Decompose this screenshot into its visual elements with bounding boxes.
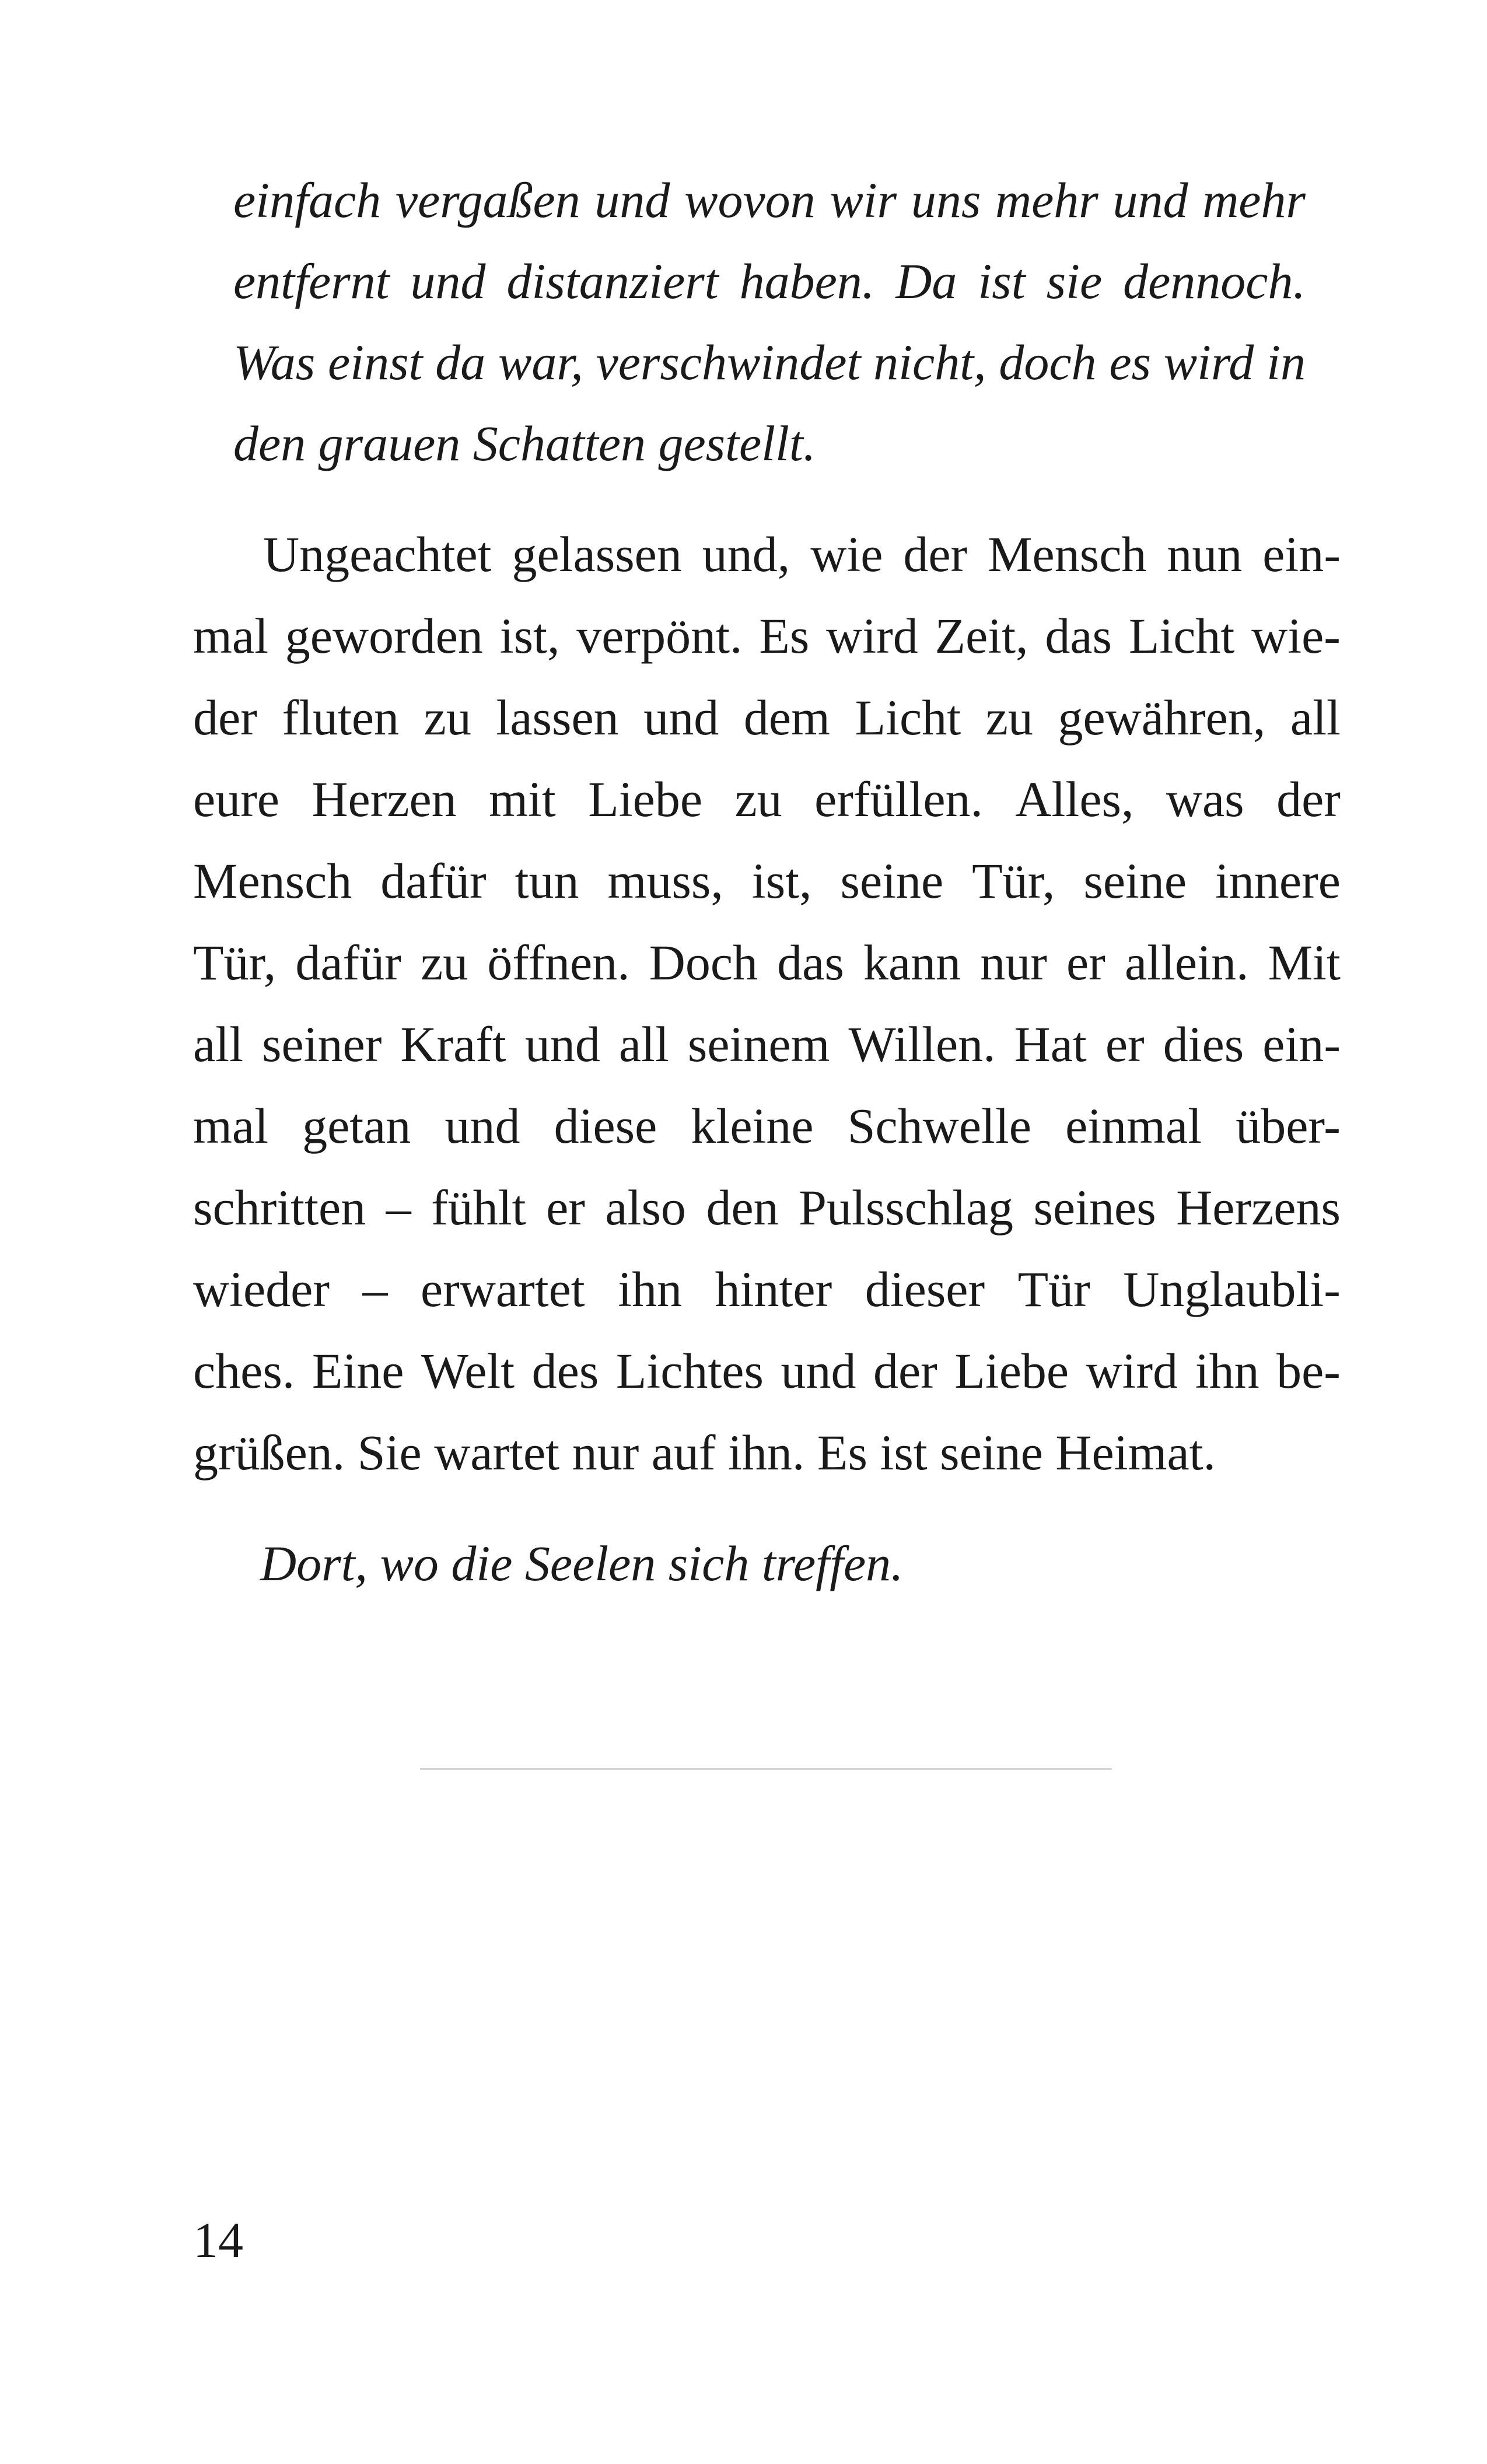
word: Tür [1017, 1261, 1090, 1317]
paragraph-line [193, 688, 1341, 747]
word: in [1266, 334, 1306, 390]
word: zu [424, 690, 471, 746]
word: erfüllen. [814, 771, 983, 827]
word: all [1290, 690, 1341, 746]
word: und [643, 690, 719, 746]
word: nun [1167, 526, 1243, 582]
paragraph-line [193, 607, 1341, 665]
word: Eine [312, 1343, 404, 1399]
word: nicht, [873, 334, 986, 390]
paragraph-line [193, 1178, 1341, 1237]
word: zu [420, 935, 468, 991]
word: dennoch. [1123, 253, 1306, 309]
word: vergaßen [395, 172, 580, 228]
word: mal [193, 608, 268, 664]
word: – [386, 1180, 411, 1236]
word: über- [1236, 1098, 1341, 1154]
word: verpönt. [576, 608, 743, 664]
word: einmal [1065, 1098, 1202, 1154]
word: doch [999, 334, 1097, 390]
word: Tür, [193, 935, 277, 991]
word: seiner [262, 1016, 382, 1072]
word: uns [911, 172, 981, 228]
word: zu [734, 771, 782, 827]
section-divider [420, 1768, 1112, 1770]
word: innere [1215, 853, 1341, 909]
word: wird [826, 608, 918, 664]
paragraph-line [193, 1260, 1341, 1318]
paragraph-line [193, 933, 1341, 992]
word: der [193, 690, 257, 746]
word: wieder [193, 1261, 330, 1317]
word: schritten [193, 1180, 366, 1236]
paragraph-line [193, 1342, 1341, 1400]
word: Da [895, 253, 957, 309]
word: seine [1083, 853, 1187, 909]
word: ihn [618, 1261, 683, 1317]
word: kann [863, 935, 961, 991]
word: und [594, 172, 670, 228]
word: Schwelle [847, 1098, 1031, 1154]
word: Welt [421, 1343, 515, 1399]
word: dafür [380, 853, 487, 909]
word: öffnen. [487, 935, 630, 991]
word: der [903, 526, 968, 582]
word: Es [759, 608, 810, 664]
word: was [1166, 771, 1244, 827]
word: Herzens [1176, 1180, 1341, 1236]
word: mehr [1202, 172, 1306, 228]
word: nur [980, 935, 1047, 991]
word: Willen. [848, 1016, 996, 1072]
word: lassen [496, 690, 619, 746]
word: Liebe [588, 771, 703, 827]
word: gelassen [512, 526, 682, 582]
word: und [781, 1343, 856, 1399]
word: erwartet [421, 1261, 585, 1317]
word: also [605, 1180, 686, 1236]
word: ein- [1262, 1016, 1341, 1072]
word: fühlt [431, 1180, 526, 1236]
word: Hat [1014, 1016, 1087, 1072]
word: wovon [684, 172, 816, 228]
paragraph-line [193, 1097, 1341, 1155]
word: das [777, 935, 844, 991]
word: seine [840, 853, 944, 909]
word: es [1109, 334, 1151, 390]
quote-line [233, 252, 1306, 310]
word: Pulsschlag [799, 1180, 1014, 1236]
word: dies [1163, 1016, 1244, 1072]
word: und [524, 1016, 600, 1072]
word: da [435, 334, 486, 390]
word: – [362, 1261, 388, 1317]
word: all [193, 1016, 243, 1072]
word: wie [810, 526, 883, 582]
word: Kraft [400, 1016, 506, 1072]
word: Liebe [954, 1343, 1069, 1399]
word: entfernt [233, 253, 390, 309]
word: mal [193, 1098, 268, 1154]
word: Doch [649, 935, 758, 991]
word: ein- [1262, 526, 1341, 582]
word: zu [985, 690, 1033, 746]
word: Alles, [1015, 771, 1134, 827]
word: der [873, 1343, 937, 1399]
word: und [445, 1098, 520, 1154]
word: Unglaubli- [1123, 1261, 1341, 1317]
word: Zeit, [935, 608, 1028, 664]
word: Licht [1128, 608, 1235, 664]
word: fluten [282, 690, 400, 746]
word: einfach [233, 172, 382, 228]
word: muss, [607, 853, 723, 909]
word: diese [554, 1098, 657, 1154]
word: tun [515, 853, 579, 909]
word: des [531, 1343, 599, 1399]
word: seinem [687, 1016, 830, 1072]
word: er [1105, 1016, 1145, 1072]
word: Tür, [972, 853, 1055, 909]
word: Ungeachtet [263, 526, 492, 582]
paragraph-line [193, 852, 1341, 910]
quote-line: den grauen Schatten gestellt. [233, 415, 816, 471]
word: allein. [1124, 935, 1249, 991]
word: mehr [995, 172, 1098, 228]
word: ihn [1195, 1343, 1259, 1399]
word: hinter [715, 1261, 832, 1317]
word: ist, [499, 608, 560, 664]
quote-line [233, 171, 1306, 229]
word: wird [1163, 334, 1254, 390]
word: war, [498, 334, 583, 390]
word: ist [978, 253, 1026, 309]
page-number: 14 [193, 2212, 243, 2268]
word: seines [1033, 1180, 1156, 1236]
word: ches. [193, 1343, 295, 1399]
paragraph-line [193, 1015, 1341, 1073]
word: wie- [1251, 608, 1341, 664]
paragraph-line: grüßen. Sie wartet nur auf ihn. Es ist seine Heimat. [193, 1424, 1216, 1480]
word: mit [489, 771, 556, 827]
word: der [1276, 771, 1341, 827]
word: das [1045, 608, 1112, 664]
word: Mit [1268, 935, 1341, 991]
word: er [1066, 935, 1105, 991]
word: Lichtes [615, 1343, 764, 1399]
word: sie [1046, 253, 1103, 309]
word: dafür [295, 935, 401, 991]
word: wird [1086, 1343, 1178, 1399]
quote-line [233, 333, 1306, 391]
word: Licht [855, 690, 961, 746]
word: Herzen [312, 771, 457, 827]
paragraph-line [193, 770, 1341, 828]
word: und, [702, 526, 790, 582]
word: Mensch [193, 853, 352, 909]
word: und [410, 253, 486, 309]
word: dem [743, 690, 830, 746]
paragraph-line [263, 525, 1341, 583]
word: und [1112, 172, 1188, 228]
word: wir [830, 172, 897, 228]
word: all [618, 1016, 669, 1072]
word: dieser [865, 1261, 985, 1317]
word: geworden [285, 608, 483, 664]
word: getan [302, 1098, 411, 1154]
word: einst [328, 334, 423, 390]
word: verschwindet [596, 334, 861, 390]
word: kleine [691, 1098, 814, 1154]
word: er [546, 1180, 585, 1236]
word: eure [193, 771, 279, 827]
word: Mensch [988, 526, 1147, 582]
word: Was [233, 334, 316, 390]
word: be- [1276, 1343, 1341, 1399]
word: distanziert [506, 253, 719, 309]
word: ist, [751, 853, 812, 909]
closing-line: Dort, wo die Seelen sich treffen. [260, 1535, 904, 1591]
word: den [706, 1180, 779, 1236]
word: haben. [739, 253, 875, 309]
word: gewähren, [1058, 690, 1266, 746]
